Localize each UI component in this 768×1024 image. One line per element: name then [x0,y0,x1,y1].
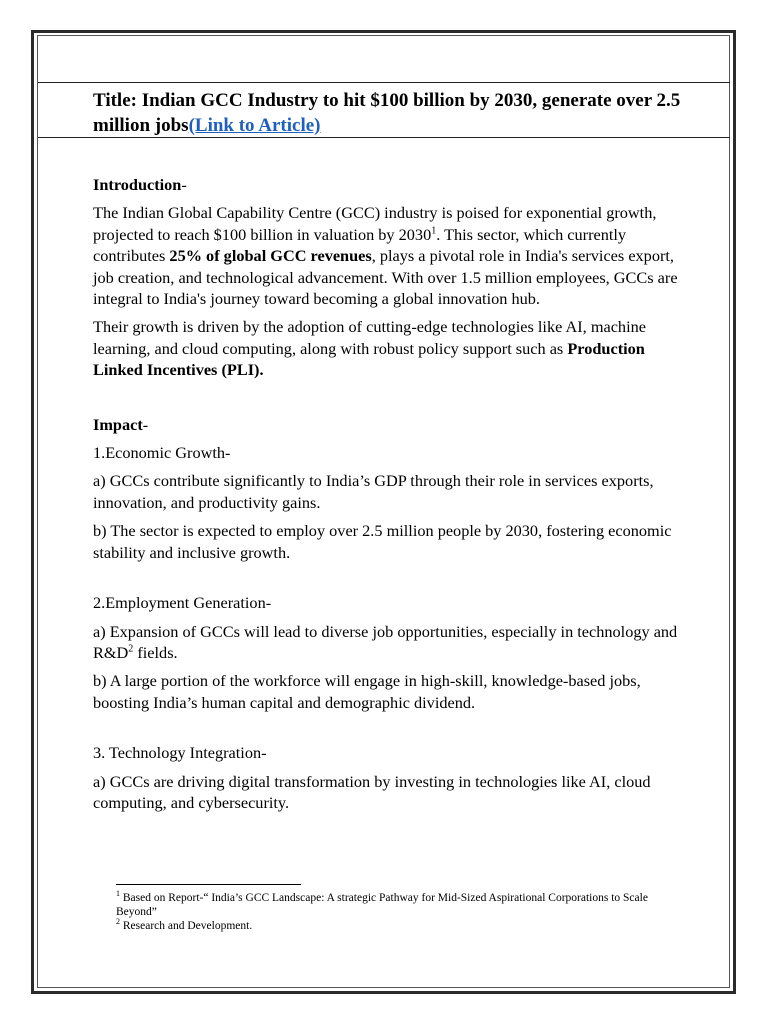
section-employment-title: 2.Employment Generation- [93,593,272,613]
intro-paragraph-2: Their growth is driven by the adoption of cutting-edge technologies like AI, machine learning, and cloud computing, along with robust policy support such as Production Linked Incentives (PLI). [93,317,646,380]
impact-heading: Impact- [93,414,149,434]
article-link[interactable]: (Link to Article) [188,115,321,136]
intro-paragraph-1: The Indian Global Capability Centre (GCC) industry is poised for exponential growth, projected to reach $100 billion in valuation by 2030$^1$. This sector, which currently contributes 25% of global GCC revenues, plays a pivotal role in India's services export, job creation, and technological advancement. With over 1.5 million employees, GCCs are integral to India's journey toward becoming a global innovation hub. [93,203,678,309]
title-rule-top [38,82,730,83]
footnote-separator [116,884,301,885]
section-economic-growth-title: 1.Economic Growth- [93,443,231,463]
footnote-ref-2: 2 [128,643,134,655]
title-text: Title: Indian GCC Industry to hit $100 billion by 2030, generate over 2.5 million jobs [93,90,681,136]
technology-point-a: a) GCCs are driving digital transformation by investing in technologies like AI, cloud computing, and cybersecurity. [93,771,651,812]
footnote-ref-1: 1 [431,225,437,237]
footnotes [116,891,676,933]
section-technology-title: 3. Technology Integration- [93,743,267,763]
employment-point-a: a) Expansion of GCCs will lead to diverse job opportunities, especially in technology and $R\&D^2$ fields. [93,621,678,662]
footnote-1: $^1$ Based on Report-“ India’s GCC Landscape: A strategic Pathway for Mid-Sized Aspirational Corporations to Scale Beyond” [116,889,648,918]
employment-point-b: b) A large portion of the workforce will engage in high-skill, knowledge-based jobs, boosting India’s human capital and demographic dividend. [93,671,641,712]
economic-growth-point-a: a) GCCs contribute significantly to India’s GDP through their role in services exports, innovation, and productivity gains. [93,471,654,512]
footnote-2: $^2$ Research and Development. [116,917,253,932]
document-body [93,174,678,820]
document-title [93,88,693,138]
economic-growth-point-b: b) The sector is expected to employ over 2.5 million people by 2030, fostering economic stability and inclusive growth. [93,521,672,562]
intro-heading: Introduction- [93,175,187,194]
